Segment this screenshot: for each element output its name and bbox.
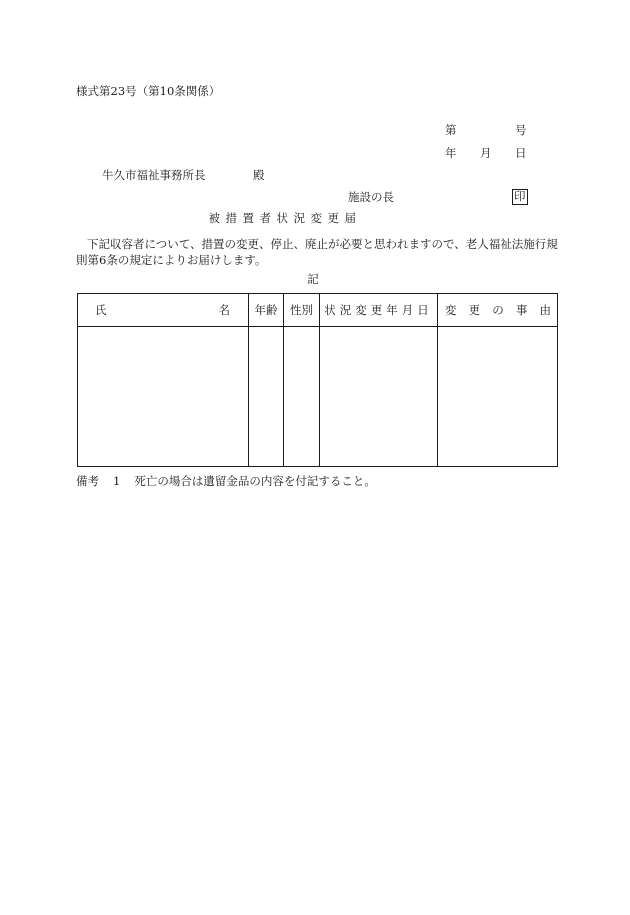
date-day-label: 日: [515, 146, 527, 160]
document-body: 下記収容者について、措置の変更、停止、廃止が必要と思われますので、老人福祉法施行規則第6条の規定によりお届けします。: [76, 237, 558, 267]
document-number-suffix: 号: [515, 123, 527, 137]
remarks-number: 1: [113, 474, 121, 488]
cell-change-date[interactable]: [320, 327, 438, 467]
header-age: 年齢: [249, 294, 284, 327]
header-change-date: [320, 294, 438, 327]
cell-reason[interactable]: [438, 327, 558, 467]
form-number: 様式第23号（第10条関係）: [76, 84, 221, 98]
applicant-title: 施設の長: [348, 190, 394, 204]
table-header-row: [78, 294, 558, 327]
cell-sex[interactable]: [284, 327, 320, 467]
remarks-text: 死亡の場合は遺留金品の内容を付記すること。: [134, 474, 376, 488]
header-reason-4: 事: [515, 303, 528, 317]
header-change-date-text: 状況変更年月日: [324, 303, 433, 317]
header-reason-5: 由: [539, 303, 551, 317]
header-reason-3: の: [492, 303, 504, 317]
header-name-right: 名: [218, 303, 230, 317]
header-name: [78, 294, 249, 327]
cell-name[interactable]: [78, 327, 249, 467]
remarks: [76, 476, 376, 488]
date-year-label: 年: [445, 146, 457, 160]
header-reason-2: 更: [468, 303, 481, 317]
document-title: [0, 213, 630, 225]
document-number-prefix: 第: [445, 123, 457, 137]
date-month-label: 月: [480, 146, 492, 160]
resident-change-table: [77, 293, 558, 467]
table-row: [78, 327, 558, 467]
document-title-text: 被措置者状況変更届: [208, 211, 362, 225]
remarks-label: 備考: [76, 474, 99, 488]
header-reason-1: 変: [445, 303, 457, 317]
header-reason: [438, 294, 558, 327]
header-name-left: 氏: [95, 303, 107, 317]
ki-heading-text: 記: [307, 272, 319, 286]
header-sex: 性別: [284, 294, 320, 327]
addressee-name: 牛久市福祉事務所長: [102, 168, 206, 182]
addressee-honorific: 殿: [253, 168, 265, 182]
ki-heading: [0, 274, 630, 286]
seal-mark: 印: [514, 189, 526, 203]
cell-age[interactable]: [249, 327, 284, 467]
